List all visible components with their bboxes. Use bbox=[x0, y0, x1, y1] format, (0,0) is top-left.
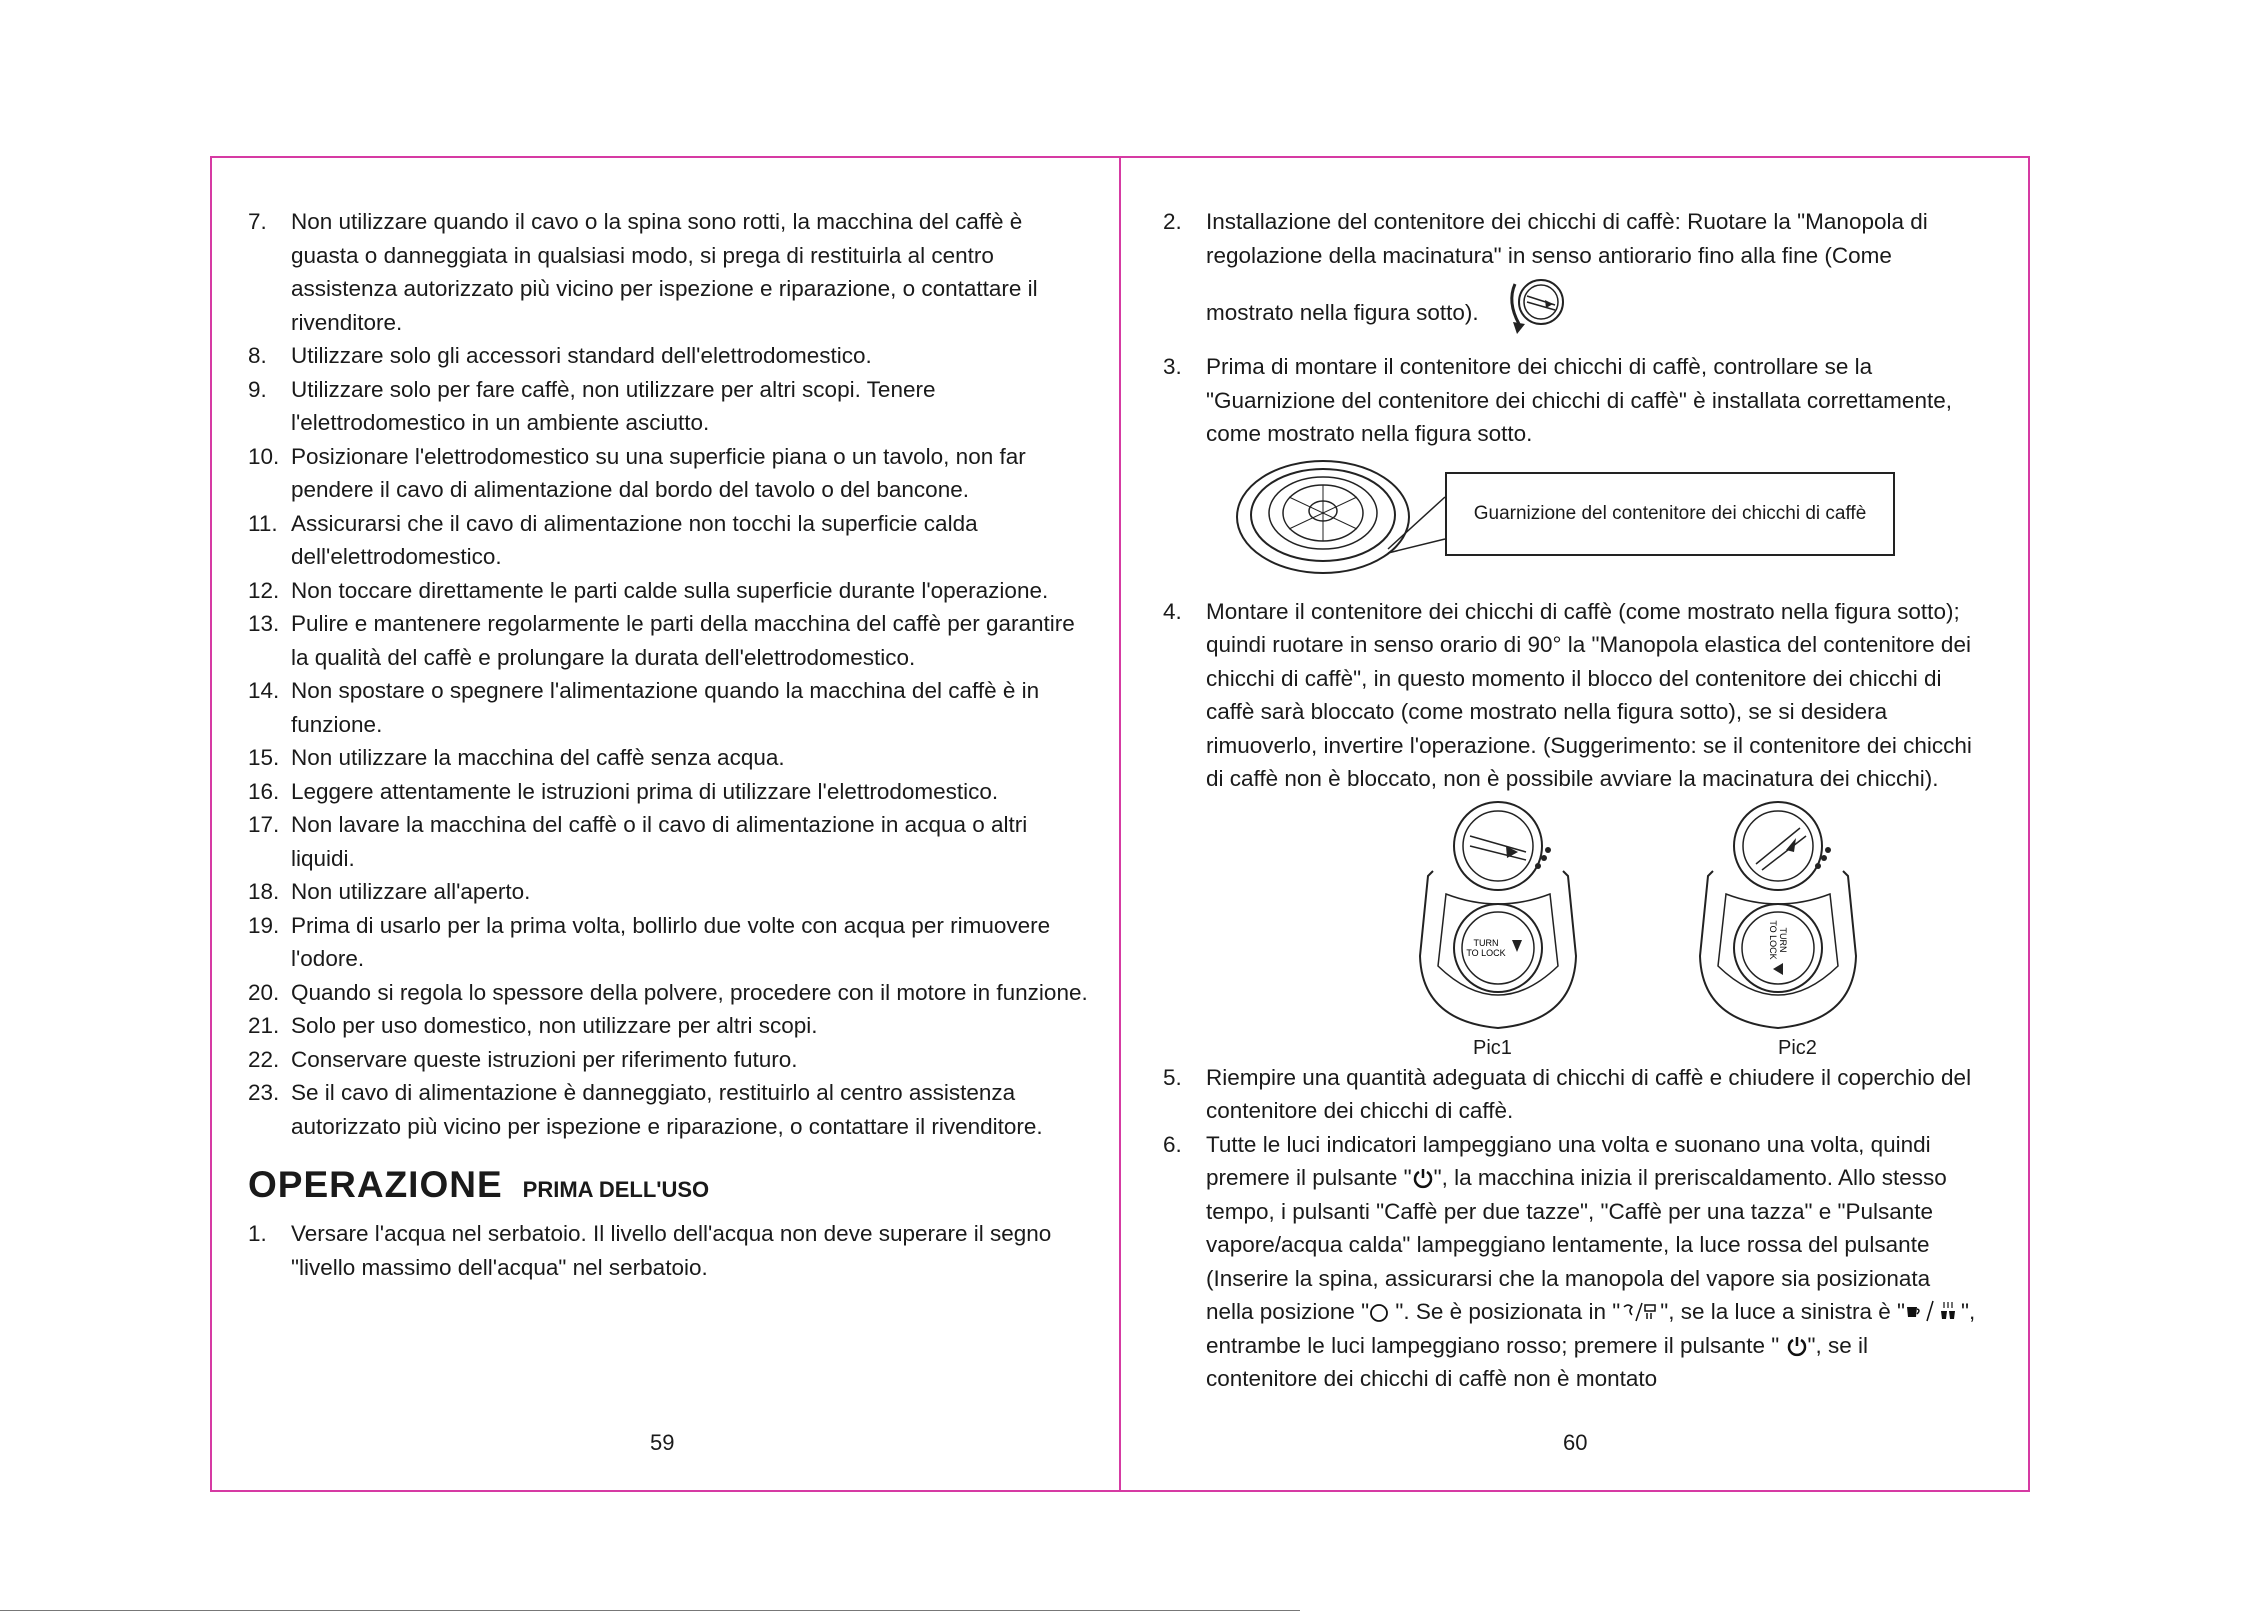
list-item: 9. Utilizzare solo per fare caffè, non utilizzare per altri scopi. Tenere l'elettrodomestico in un ambiente asciutto. bbox=[248, 376, 936, 435]
list-item: 11. Assicurarsi che il cavo di alimentazione non tocchi la superficie calda dell'elettrodomestico. bbox=[248, 510, 978, 569]
gasket-label: Guarnizione del contenitore dei chicchi di caffè bbox=[1445, 472, 1895, 556]
list-item: 3. Prima di montare il contenitore dei chicchi di caffè, controllare se la "Guarnizione del contenitore dei chicchi di caffè" è installata correttamente, come mostrato nella figura sotto. bbox=[1163, 354, 1952, 446]
list-item: 6. Tutte le luci indicatori lampeggiano una volta e suonano una volta, quindi premere il pulsante " ", la macchina inizia il preriscaldamento. Allo stesso tempo, i pulsanti "Caffè per due tazze", "Caffè per una tazza" e "Pulsante vapore/acqua calda" lampeggiano lentamente, la luce rossa del pulsante (Inserire la spina, assicurarsi che la manopola del vapore sia posizionata nella posizione " ". Se è posizionata in " ", se la luce a sinistra è " ", entrambe le luci lampeggiano rosso; premere il pulsante " ", se il contenitore dei chicchi di caffè non è montato bbox=[1163, 1131, 1976, 1391]
list-item: 1. Versare l'acqua nel serbatoio. Il livello dell'acqua non deve superare il segno "livello massimo dell'acqua" nel serbatoio. bbox=[248, 1221, 1052, 1280]
list-item: 16. Leggere attentamente le istruzioni prima di utilizzare l'elettrodomestico. bbox=[248, 778, 999, 804]
pic1-caption: Pic1 bbox=[1473, 1036, 1512, 1059]
gasket-figure bbox=[1163, 457, 1983, 575]
list-item: 20. Quando si regola lo spessore della polvere, procedere con il motore in funzione. bbox=[248, 979, 1088, 1005]
list-item: 18. Non utilizzare all'aperto. bbox=[248, 879, 531, 904]
bean-container-pic2 bbox=[1688, 796, 1868, 1036]
knob-label-line2: TO LOCK bbox=[1466, 947, 1506, 958]
right-page bbox=[1163, 205, 1983, 1396]
cups-icon bbox=[1905, 1299, 1961, 1323]
knob-label-line1: TURN bbox=[1473, 937, 1499, 948]
list-item: 4. Montare il contenitore dei chicchi di caffè (come mostrato nella figura sotto); quindi ruotare in senso orario di 90° la "Manopola elastica del contenitore dei chicchi di caffè", in questo momento il blocco del contenitore dei chicchi di caffè sarà bloccato (come mostrato nella figura sotto), se si desidera rimuoverlo, invertire l'operazione. (Suggerimento: se il contenitore dei chicchi di caffè non è bloccato, non è possibile avviare la macinatura dei chicchi). bbox=[1163, 598, 1972, 791]
list-item: 10. Posizionare l'elettrodomestico su una superficie piana o un tavolo, non far pendere il cavo di alimentazione dal bordo del tavolo o del bancone. bbox=[248, 443, 1026, 502]
list-item: 23. Se il cavo di alimentazione è danneggiato, restituirlo al centro assistenza autorizzato più vicino per ispezione e riparazione, o contattare il rivenditore. bbox=[248, 1080, 1043, 1139]
operation-list-continued bbox=[1163, 205, 1983, 451]
steam-water-icon bbox=[1620, 1301, 1660, 1323]
section-subtitle: PRIMA DELL'USO bbox=[522, 1177, 710, 1202]
circle-icon bbox=[1369, 1303, 1389, 1323]
knob-label-rotated-line1: TURN bbox=[1778, 927, 1788, 952]
operation-list-steps5-6 bbox=[1163, 1061, 1983, 1396]
power-icon bbox=[1412, 1167, 1434, 1189]
list-item: 17. Non lavare la macchina del caffè o il cavo di alimentazione in acqua o altri liquidi. bbox=[248, 812, 1028, 871]
lock-figures bbox=[1163, 796, 1983, 1061]
list-item: 19. Prima di usarlo per la prima volta, bollirlo due volte con acqua per rimuovere l'odore. bbox=[248, 912, 1051, 971]
operation-list bbox=[248, 1217, 1088, 1284]
knob-label-rotated-line2: TO LOCK bbox=[1768, 919, 1778, 960]
list-item: 7. Non utilizzare quando il cavo o la spina sono rotti, la macchina del caffè è guasta o danneggiata in qualsiasi modo, si prega di restituirla al centro assistenza autorizzato più vicino per ispezione e riparazione, o contattare il rivenditore. bbox=[248, 209, 1038, 335]
list-item: 21. Solo per uso domestico, non utilizzare per altri scopi. bbox=[248, 1013, 818, 1038]
list-item: 15. Non utilizzare la macchina del caffè senza acqua. bbox=[248, 745, 785, 770]
section-title: OPERAZIONE bbox=[248, 1164, 503, 1205]
list-item: 13. Pulire e mantenere regolarmente le parti della macchina del caffè per garantire la qualità del caffè e prolungare la durata dell'elettrodomestico. bbox=[248, 611, 1075, 670]
list-item: 5. Riempire una quantità adeguata di chicchi di caffè e chiudere il coperchio del contenitore dei chicchi di caffè. bbox=[1163, 1064, 1972, 1123]
power-icon bbox=[1786, 1335, 1808, 1357]
page-divider bbox=[1119, 156, 1121, 1492]
page-number-left: 59 bbox=[650, 1430, 675, 1455]
left-page bbox=[248, 205, 1088, 1284]
scan-edge-line bbox=[0, 1610, 1300, 1611]
grind-knob-icon bbox=[1493, 272, 1583, 342]
operation-list-step4 bbox=[1163, 595, 1983, 796]
safety-list bbox=[248, 205, 1088, 1143]
page-number-right: 60 bbox=[1563, 1430, 1588, 1455]
list-item: 12. Non toccare direttamente le parti calde sulla superficie durante l'operazione. bbox=[248, 577, 1049, 603]
pic2-caption: Pic2 bbox=[1778, 1036, 1817, 1059]
bean-container-pic1 bbox=[1408, 796, 1588, 1036]
list-item: 8. Utilizzare solo gli accessori standard dell'elettrodomestico. bbox=[248, 343, 872, 368]
list-item: 14. Non spostare o spegnere l'alimentazione quando la macchina del caffè è in funzione. bbox=[248, 678, 1040, 737]
list-item: 2. Installazione del contenitore dei chicchi di caffè: Ruotare la "Manopola di regolazione della macinatura" in senso antiorario fino alla fine (Come mostrato nella figura sotto). bbox=[1163, 205, 1983, 342]
list-item: 22. Conservare queste istruzioni per riferimento futuro. bbox=[248, 1046, 798, 1072]
section-heading bbox=[248, 1163, 1088, 1207]
